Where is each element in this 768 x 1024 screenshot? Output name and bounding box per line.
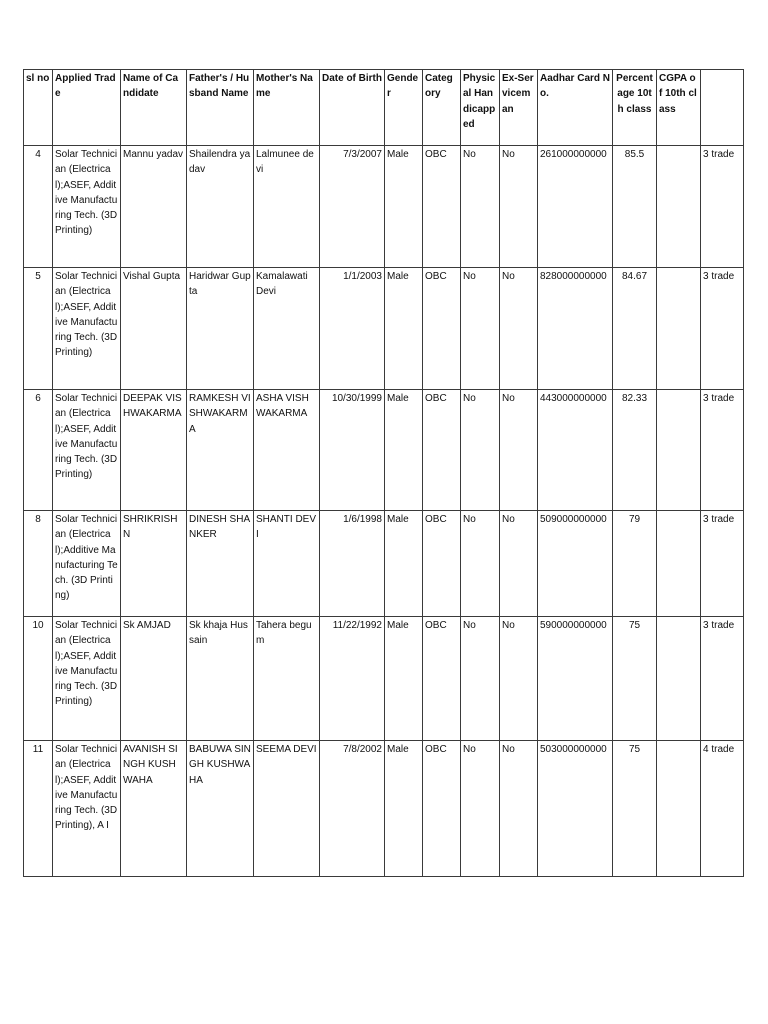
cell-trade-count: 3 trade [701, 511, 744, 617]
cell-ex-serviceman: No [500, 741, 538, 877]
cell-ex-serviceman: No [500, 617, 538, 741]
header-cell-applied-trade: Applied Trade [53, 70, 121, 146]
cell-father-name: Shailendra yadav [187, 146, 254, 268]
cell-category: OBC [423, 511, 461, 617]
cell-gender: Male [385, 268, 423, 390]
cell-percentage: 82.33 [613, 390, 657, 511]
cell-cgpa [657, 511, 701, 617]
cell-aadhar-card: 828000000000 [538, 268, 613, 390]
cell-applied-trade: Solar Technician (Electrical);ASEF, Additive Manufacturing Tech. (3D Printing) [53, 146, 121, 268]
cell-cgpa [657, 741, 701, 877]
cell-category: OBC [423, 617, 461, 741]
table-row [24, 390, 744, 511]
cell-sl-no: 5 [24, 268, 53, 390]
cell-candidate-name: SHRIKRISHN [121, 511, 187, 617]
cell-category: OBC [423, 146, 461, 268]
cell-father-name: RAMKESH VISHWAKARMA [187, 390, 254, 511]
cell-percentage: 75 [613, 617, 657, 741]
cell-candidate-name: Vishal Gupta [121, 268, 187, 390]
cell-gender: Male [385, 511, 423, 617]
cell-trade-count: 3 trade [701, 390, 744, 511]
cell-trade-count: 4 trade [701, 741, 744, 877]
cell-mother-name: SHANTI DEVI [254, 511, 320, 617]
cell-father-name: BABUWA SINGH KUSHWAHA [187, 741, 254, 877]
cell-percentage: 79 [613, 511, 657, 617]
cell-applied-trade: Solar Technician (Electrical);ASEF, Additive Manufacturing Tech. (3D Printing) [53, 268, 121, 390]
cell-cgpa [657, 390, 701, 511]
cell-physically-handicapped: No [461, 511, 500, 617]
header-row [24, 70, 744, 146]
header-cell-category: Category [423, 70, 461, 146]
cell-applied-trade: Solar Technician (Electrical);Additive Manufacturing Tech. (3D Printing) [53, 511, 121, 617]
cell-date-of-birth: 7/8/2002 [320, 741, 385, 877]
cell-aadhar-card: 503000000000 [538, 741, 613, 877]
table-row [24, 146, 744, 268]
cell-ex-serviceman: No [500, 511, 538, 617]
header-cell-aadhar-card: Aadhar Card No. [538, 70, 613, 146]
cell-gender: Male [385, 617, 423, 741]
cell-aadhar-card: 509000000000 [538, 511, 613, 617]
cell-date-of-birth: 11/22/1992 [320, 617, 385, 741]
cell-category: OBC [423, 268, 461, 390]
header-cell-sl-no: sl no [24, 70, 53, 146]
cell-physically-handicapped: No [461, 617, 500, 741]
cell-category: OBC [423, 390, 461, 511]
cell-cgpa [657, 617, 701, 741]
cell-cgpa [657, 268, 701, 390]
header-cell-ex-serviceman: Ex-Serviceman [500, 70, 538, 146]
cell-mother-name: Tahera begum [254, 617, 320, 741]
cell-gender: Male [385, 146, 423, 268]
cell-mother-name: ASHA VISHWAKARMA [254, 390, 320, 511]
header-cell-percentage: Percentage 10th class [613, 70, 657, 146]
cell-applied-trade: Solar Technician (Electrical);ASEF, Additive Manufacturing Tech. (3D Printing) [53, 390, 121, 511]
cell-sl-no: 11 [24, 741, 53, 877]
cell-percentage: 75 [613, 741, 657, 877]
table-row [24, 511, 744, 617]
cell-sl-no: 6 [24, 390, 53, 511]
cell-aadhar-card: 590000000000 [538, 617, 613, 741]
cell-candidate-name: Sk AMJAD [121, 617, 187, 741]
header-cell-mother-name: Mother's Name [254, 70, 320, 146]
cell-applied-trade: Solar Technician (Electrical);ASEF, Additive Manufacturing Tech. (3D Printing) [53, 617, 121, 741]
cell-mother-name: Kamalawati Devi [254, 268, 320, 390]
table-row [24, 268, 744, 390]
header-cell-blank [701, 70, 744, 146]
cell-ex-serviceman: No [500, 390, 538, 511]
cell-candidate-name: Mannu yadav [121, 146, 187, 268]
cell-gender: Male [385, 741, 423, 877]
cell-gender: Male [385, 390, 423, 511]
header-cell-cgpa: CGPA of 10th class [657, 70, 701, 146]
cell-date-of-birth: 1/6/1998 [320, 511, 385, 617]
cell-father-name: DINESH SHANKER [187, 511, 254, 617]
cell-category: OBC [423, 741, 461, 877]
cell-candidate-name: AVANISH SINGH KUSHWAHA [121, 741, 187, 877]
cell-physically-handicapped: No [461, 146, 500, 268]
cell-sl-no: 8 [24, 511, 53, 617]
table-row [24, 617, 744, 741]
header-cell-date-of-birth: Date of Birth [320, 70, 385, 146]
cell-candidate-name: DEEPAK VISHWAKARMA [121, 390, 187, 511]
cell-physically-handicapped: No [461, 390, 500, 511]
header-cell-father-name: Father's / Husband Name [187, 70, 254, 146]
cell-father-name: Haridwar Gupta [187, 268, 254, 390]
cell-aadhar-card: 261000000000 [538, 146, 613, 268]
cell-trade-count: 3 trade [701, 617, 744, 741]
cell-percentage: 85.5 [613, 146, 657, 268]
cell-ex-serviceman: No [500, 146, 538, 268]
cell-father-name: Sk khaja Hussain [187, 617, 254, 741]
cell-applied-trade: Solar Technician (Electrical);ASEF, Additive Manufacturing Tech. (3D Printing), A I [53, 741, 121, 877]
cell-mother-name: Lalmunee devi [254, 146, 320, 268]
cell-date-of-birth: 7/3/2007 [320, 146, 385, 268]
cell-sl-no: 4 [24, 146, 53, 268]
cell-date-of-birth: 1/1/2003 [320, 268, 385, 390]
cell-trade-count: 3 trade [701, 146, 744, 268]
cell-ex-serviceman: No [500, 268, 538, 390]
header-cell-physically-handicapped: Physical Handicapped [461, 70, 500, 146]
cell-trade-count: 3 trade [701, 268, 744, 390]
cell-date-of-birth: 10/30/1999 [320, 390, 385, 511]
cell-mother-name: SEEMA DEVI [254, 741, 320, 877]
header-cell-gender: Gender [385, 70, 423, 146]
header-cell-candidate-name: Name of Candidate [121, 70, 187, 146]
cell-aadhar-card: 443000000000 [538, 390, 613, 511]
candidate-table [23, 69, 744, 877]
cell-physically-handicapped: No [461, 741, 500, 877]
cell-cgpa [657, 146, 701, 268]
cell-percentage: 84.67 [613, 268, 657, 390]
cell-physically-handicapped: No [461, 268, 500, 390]
cell-sl-no: 10 [24, 617, 53, 741]
table-row [24, 741, 744, 877]
